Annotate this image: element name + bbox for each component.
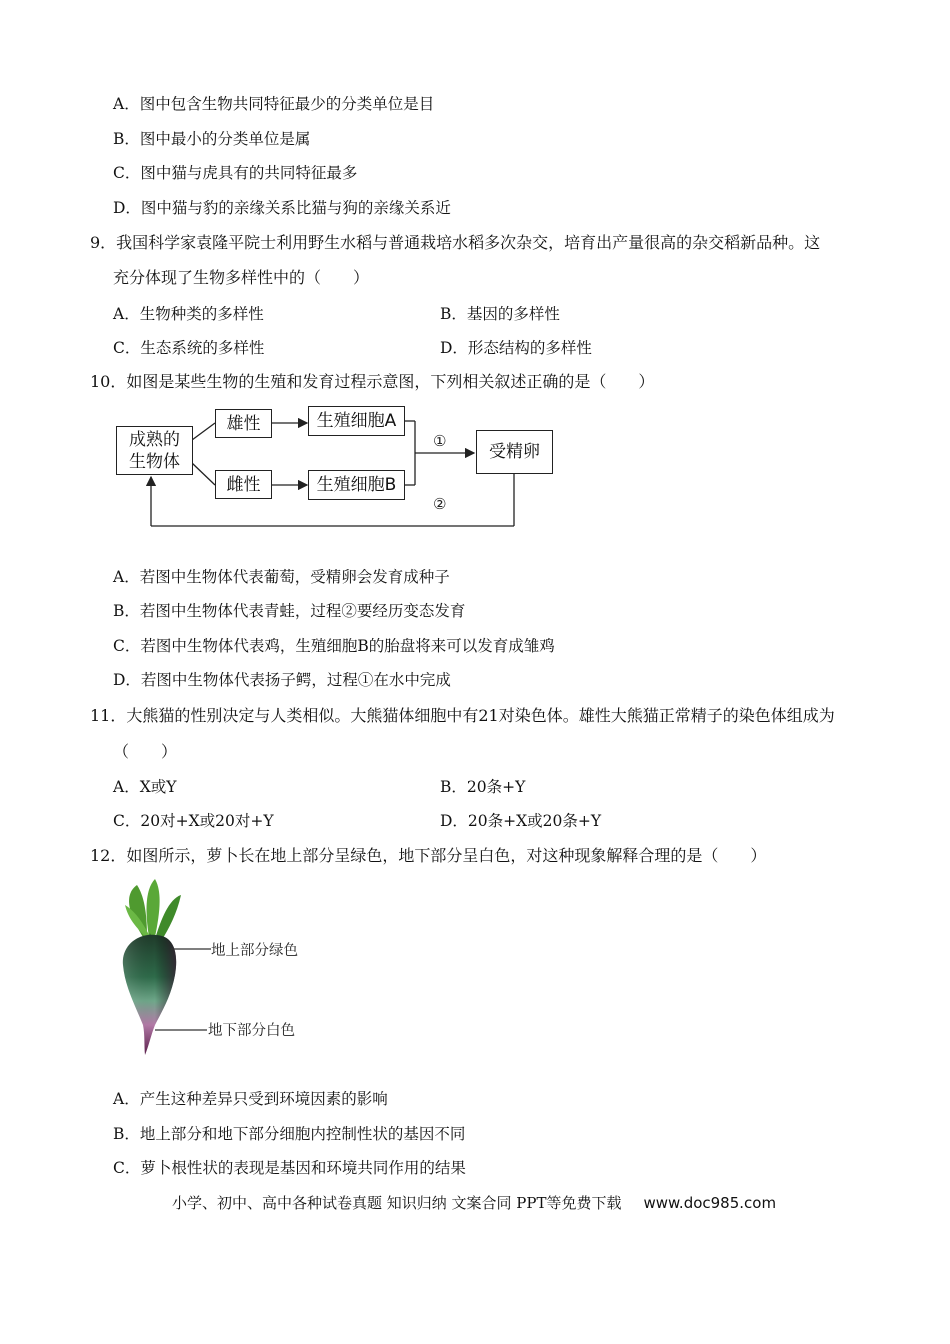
label-below-ground-white: 地下部分白色	[208, 1023, 295, 1039]
reproduction-diagram	[110, 395, 570, 535]
q12-option-a: A．产生这种差异只受到环境因素的影响	[113, 1090, 388, 1108]
q9-stem-line1: 9．我国科学家袁隆平院士利用野生水稻与普通栽培水稻多次杂交，培育出产量很高的杂交稻新品种。这	[90, 233, 821, 252]
q11-stem-line1: 11．大熊猫的性别决定与人类相似。大熊猫体细胞中有21对染色体。雄性大熊猫正常精子的染色体组成为	[90, 706, 835, 725]
organism-line1: 成熟的	[129, 429, 180, 450]
step2-marker: ②	[433, 495, 447, 513]
cell-a-box	[308, 406, 405, 436]
footer-url[interactable]: www.doc985.com	[643, 1194, 777, 1212]
q9-stem-line2: 充分体现了生物多样性中的（ ）	[113, 268, 370, 287]
step1-marker: ①	[433, 432, 447, 450]
q9-option-a: A．生物种类的多样性	[113, 305, 264, 323]
q11-option-b: B．20条+Y	[440, 778, 526, 796]
q8-option-c: C．图中猫与虎具有的共同特征最多	[113, 164, 358, 182]
q11-stem-line2: （ ）	[113, 742, 178, 761]
q11-option-a: A．X或Y	[113, 778, 177, 796]
q10-stem: 10．如图是某些生物的生殖和发育过程示意图，下列相关叙述正确的是（ ）	[90, 372, 655, 391]
footer-text: 小学、初中、高中各种试卷真题 知识归纳 文案合同 PPT等免费下载	[172, 1194, 622, 1212]
q10-option-b: B．若图中生物体代表青蛙，过程②要经历变态发育	[113, 602, 466, 620]
q9-option-b: B．基因的多样性	[440, 305, 560, 323]
zygote-box	[476, 430, 553, 474]
male-label: 雄性	[226, 413, 261, 434]
q10-option-d: D．若图中生物体代表扬子鳄，过程①在水中完成	[113, 671, 451, 689]
q12-option-b: B．地上部分和地下部分细胞内控制性状的基因不同	[113, 1125, 466, 1143]
cell-b-label: 生殖细胞B	[316, 475, 397, 495]
q11-option-c: C．20对+X或20对+Y	[113, 812, 274, 830]
female-box	[215, 470, 272, 499]
zygote-label: 受精卵	[489, 442, 540, 462]
q10-option-c: C．若图中生物体代表鸡，生殖细胞B的胎盘将来可以发育成雏鸡	[113, 637, 555, 655]
q9-option-d: D．形态结构的多样性	[440, 339, 592, 357]
q10-option-a: A．若图中生物体代表葡萄，受精卵会发育成种子	[113, 568, 450, 586]
q9-option-c: C．生态系统的多样性	[113, 339, 265, 357]
q8-option-d: D．图中猫与豹的亲缘关系比猫与狗的亲缘关系近	[113, 199, 451, 217]
q8-option-b: B．图中最小的分类单位是属	[113, 130, 311, 148]
q11-option-d: D．20条+X或20条+Y	[440, 812, 602, 830]
label-above-ground-green: 地上部分绿色	[211, 943, 298, 959]
radish-illustration	[115, 875, 325, 1060]
cell-a-label: 生殖细胞A	[316, 411, 397, 431]
q8-option-a: A．图中包含生物共同特征最少的分类单位是目	[113, 95, 435, 113]
female-label: 雌性	[226, 474, 261, 495]
male-box	[215, 409, 272, 438]
q12-option-c: C．萝卜根性状的表现是基因和环境共同作用的结果	[113, 1159, 466, 1177]
cell-b-box	[308, 470, 405, 500]
organism-line2: 生物体	[129, 451, 180, 472]
q12-stem: 12．如图所示，萝卜长在地上部分呈绿色，地下部分呈白色，对这种现象解释合理的是（ ）	[90, 846, 767, 865]
organism-box	[116, 426, 193, 475]
page-footer	[172, 1192, 776, 1213]
